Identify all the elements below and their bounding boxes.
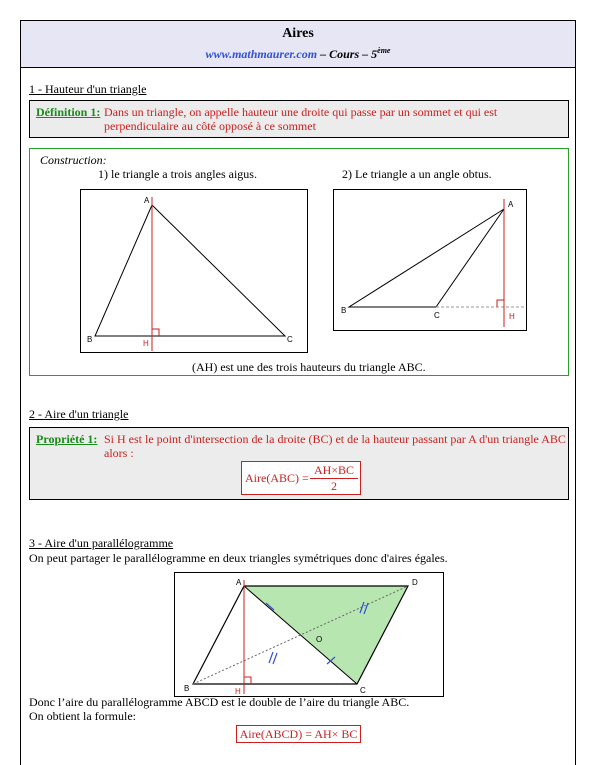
construction-label: Construction:: [40, 153, 107, 167]
page-header: [21, 21, 575, 68]
vertex-b-label: B: [341, 306, 347, 315]
definition-box: [29, 100, 569, 138]
case-1-label: 1) le triangle a trois angles aigus.: [98, 167, 257, 181]
separator: –: [317, 47, 330, 61]
formula-denominator: 2: [331, 479, 337, 493]
section-2-title: 2 - Aire d'un triangle: [29, 407, 129, 421]
vertex-b-label: B: [87, 335, 93, 344]
definition-line-1: Dans un triangle, on appelle hauteur une droite qui passe par un sommet et qui est: [104, 105, 498, 119]
property-line-2: alors :: [104, 446, 134, 460]
section-1-title: 1 - Hauteur d'un triangle: [29, 82, 147, 96]
vertex-a-label: A: [508, 200, 514, 209]
property-label: Propriété 1:: [36, 432, 98, 446]
section-3-title: 3 - Aire d'un parallélogramme: [29, 536, 174, 550]
parallelogram-area-formula: Aire(ABCD) = AH× BC: [236, 725, 361, 743]
obtuse-triangle-figure: [333, 189, 527, 331]
formula-lhs: Aire(ABC) =: [245, 471, 309, 485]
level-sup: ème: [377, 46, 391, 55]
construction-caption: (AH) est une des trois hauteurs du triangle ABC.: [192, 360, 426, 374]
case-2-label: 2) Le triangle a un angle obtus.: [342, 167, 492, 181]
page-subtitle: [21, 46, 575, 62]
site-url[interactable]: www.mathmaurer.com: [205, 47, 318, 61]
course-label: Cours: [329, 47, 360, 61]
separator: –: [359, 47, 372, 61]
level-label: 5: [371, 47, 378, 61]
vertex-a-label: A: [236, 578, 242, 587]
triangle-area-formula: [241, 461, 361, 495]
point-o-label: O: [316, 635, 323, 644]
vertex-b-label: B: [184, 684, 190, 693]
formula-intro: On obtient la formule:: [29, 709, 136, 723]
page-title: Aires: [282, 26, 314, 41]
point-h-label: H: [143, 339, 149, 348]
parallelogram-figure: [174, 572, 444, 697]
vertex-c-label: C: [287, 335, 293, 344]
construction-box: [29, 148, 569, 376]
parallelogram-intro: On peut partager le parallélogramme en deux triangles symétriques donc d'aires égales.: [29, 551, 448, 565]
vertex-c-label: C: [360, 686, 366, 695]
vertex-c-label: C: [434, 311, 440, 320]
property-box: [29, 427, 569, 500]
vertex-d-label: D: [412, 578, 418, 587]
page: [20, 20, 576, 765]
vertex-a-label: A: [144, 196, 150, 205]
point-h-label: H: [235, 687, 241, 696]
definition-line-2: perpendiculaire au côté opposé à ce sommet: [104, 119, 316, 133]
formula-numerator: AH×BC: [310, 463, 358, 479]
property-line-1: Si H est le point d'intersection de la droite (BC) et de la hauteur passant par A d'un triangle ABC: [104, 432, 566, 446]
acute-triangle-figure: [80, 189, 308, 353]
point-h-label: H: [509, 312, 515, 321]
definition-label: Définition 1:: [36, 105, 101, 119]
parallelogram-conclusion: Donc l’aire du parallélogramme ABCD est le double de l’aire du triangle ABC.: [29, 695, 410, 709]
